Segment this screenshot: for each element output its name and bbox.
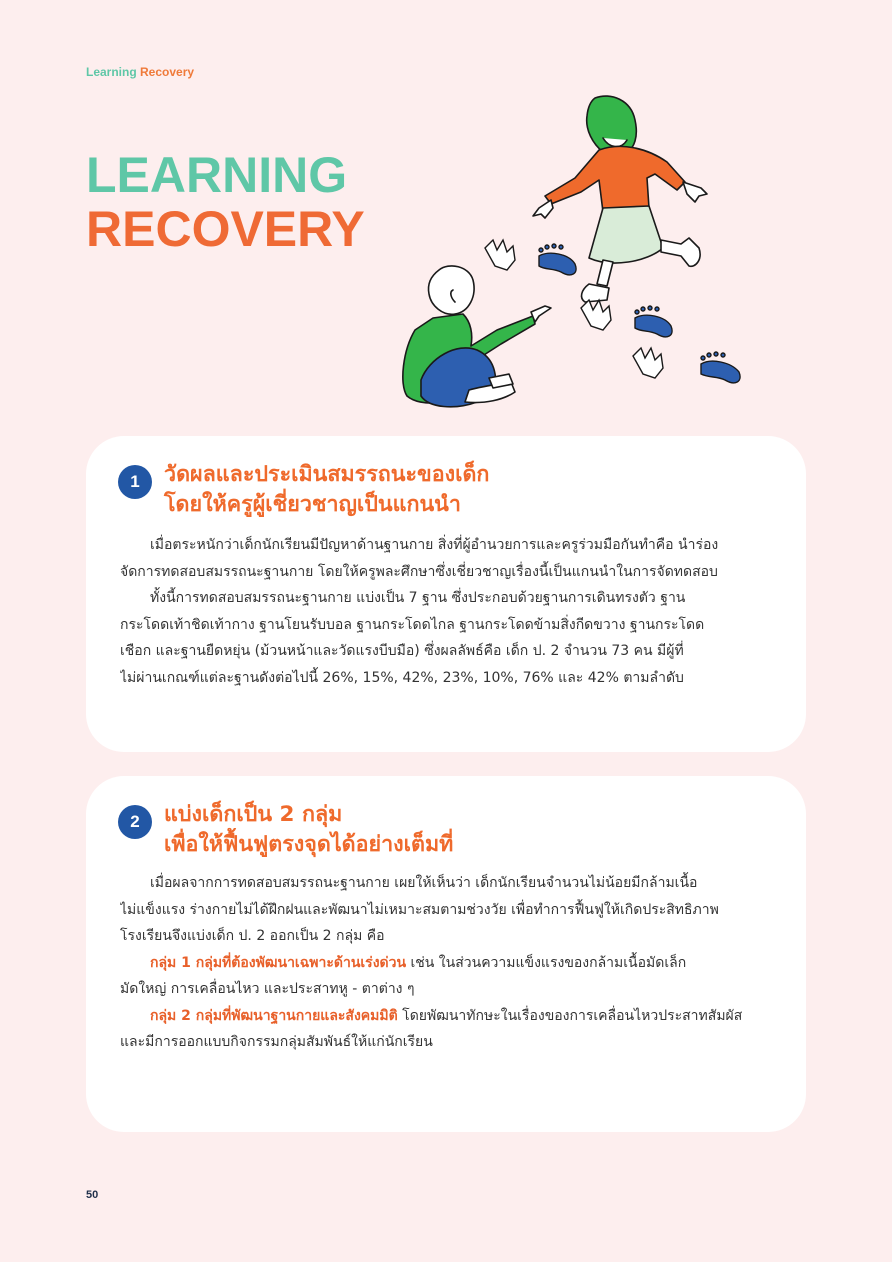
running-header-part1: Learning [86,65,137,79]
group-2-line [120,1003,772,1030]
section-title-line1: วัดผลและประเมินสมรรถนะของเด็ก [164,462,490,487]
page-number: 50 [86,1189,99,1201]
body-line: เมื่อตระหนักว่าเด็กนักเรียนมีปัญหาด้านฐานกาย สิ่งที่ผู้อำนวยการและครูร่วมมือกันทำคือ นำร่อง [150,537,719,553]
section-title-line2: เพื่อให้ฟื้นฟูตรงจุดได้อย่างเต็มที่ [164,832,454,857]
body-line: จัดการทดสอบสมรรถนะฐานกาย โดยให้ครูพละศึกษาซึ่งเชี่ยวชาญเรื่องนี้เป็นแกนนำในการจัดทดสอบ [120,563,718,580]
body-line: ทั้งนี้การทดสอบสมรรถนะฐานกาย แบ่งเป็น 7 ฐาน ซึ่งประกอบด้วยฐานการเดินทรงตัว ฐาน [150,590,686,606]
running-header-part2: Recovery [140,65,195,79]
group-1-line [120,950,772,977]
body-line: ไม่แข็งแรง ร่างกายไม่ได้ฝึกฝนและพัฒนาไม่เหมาะสมตามช่วงวัย เพื่อทำการฟื้นฟูให้เกิดประสิทธิภาพ [120,901,719,918]
body-line: และมีการออกแบบกิจกรรมกลุ่มสัมพันธ์ให้แก่นักเรียน [120,1034,433,1050]
group-1-text: เช่น ในส่วนความแข็งแรงของกล้ามเนื้อมัดเล็ก [406,954,687,971]
section-title [164,460,489,520]
group-2-label: กลุ่ม 2 กลุ่มที่พัฒนาฐานกายและสังคมมิติ [150,1007,398,1024]
body-line: โรงเรียนจึงแบ่งเด็ก ป. 2 ออกเป็น 2 กลุ่ม คือ [120,928,385,944]
section-body [120,870,772,1056]
section-title-line1: แบ่งเด็กเป็น 2 กลุ่ม [164,802,343,827]
boy-figure [403,266,551,407]
group-2-text: โดยพัฒนาทักษะในเรื่องของการเคลื่อนไหวประสาทสัมผัส [397,1007,743,1024]
section-number-badge: 1 [118,465,152,499]
page-title-line1: LEARNING [86,147,348,203]
section-card-2 [86,776,806,1132]
section-card-1 [86,436,806,752]
body-line: มัดใหญ่ การเคลื่อนไหว และประสาทหู - ตาต่าง ๆ [120,981,415,997]
body-line: ไม่ผ่านเกณฑ์แต่ละฐานดังต่อไปนี้ 26%, 15%, 42%, 23%, 10%, 76% และ 42% ตามลำดับ [120,669,684,686]
running-header [86,65,194,79]
children-playing-illustration [385,90,755,420]
body-line: กระโดดเท้าชิดเท้ากาง ฐานโยนรับบอล ฐานกระโดดไกล ฐานกระโดดข้ามสิ่งกีดขวาง ฐานกระโดด [120,616,705,633]
section-number-badge: 2 [118,805,152,839]
section-body [120,532,772,691]
section-title-line2: โดยให้ครูผู้เชี่ยวชาญเป็นแกนนำ [164,492,461,517]
body-line: เชือก และฐานยืดหยุ่น (ม้วนหน้าและวัดแรงบีบมือ) ซึ่งผลลัพธ์คือ เด็ก ป. 2 จำนวน 73 คน มีผู้ที่ [120,643,684,659]
body-line: เมื่อผลจากการทดสอบสมรรถนะฐานกาย เผยให้เห็นว่า เด็กนักเรียนจำนวนไม่น้อยมีกล้ามเนื้อ [150,875,698,891]
page-title [86,148,365,256]
section-title [164,800,453,860]
page-title-line2: RECOVERY [86,201,365,257]
group-1-label: กลุ่ม 1 กลุ่มที่ต้องพัฒนาเฉพาะด้านเร่งด่วน [150,954,407,971]
